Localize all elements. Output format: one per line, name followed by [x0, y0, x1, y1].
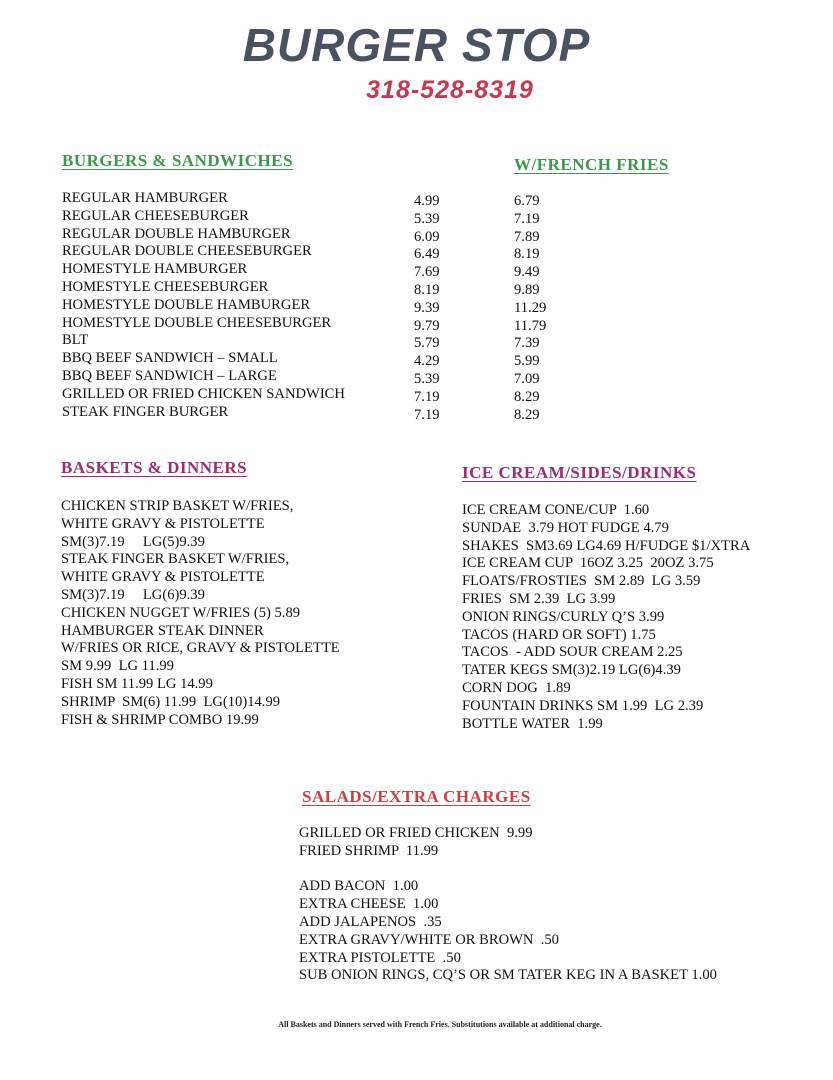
salads-list	[299, 825, 717, 985]
burger-item-name: REGULAR CHEESEBURGER	[62, 207, 249, 224]
burger-item-price: 9.39	[414, 299, 440, 316]
fries-heading: W/FRENCH FRIES	[514, 155, 669, 174]
salad-line: SUB ONION RINGS, CQ’S OR SM TATER KEG IN A BASKET 1.00	[299, 967, 717, 984]
burger-item-fries-price: 8.29	[514, 388, 540, 405]
burger-item-price: 8.19	[414, 281, 440, 298]
icecream-line: ICE CREAM CUP 16OZ 3.25 20OZ 3.75	[462, 555, 714, 572]
basket-line: CHICKEN NUGGET W/FRIES (5) 5.89	[61, 604, 301, 621]
icecream-line: FOUNTAIN DRINKS SM 1.99 LG 2.39	[462, 697, 704, 714]
basket-line: SHRIMP SM(6) 11.99 LG(10)14.99	[61, 693, 281, 710]
burger-item-price: 6.49	[414, 246, 440, 263]
icecream-line: BOTTLE WATER 1.99	[462, 715, 603, 732]
burger-item-name: STEAK FINGER BURGER	[62, 403, 229, 420]
icecream-list	[462, 502, 750, 733]
burger-item-name: BLT	[62, 332, 89, 349]
salads-heading: SALADS/EXTRA CHARGES	[302, 787, 531, 806]
burger-item-price: 9.79	[414, 317, 440, 334]
icecream-line: CORN DOG 1.89	[462, 679, 571, 696]
icecream-line: FRIES SM 2.39 LG 3.99	[462, 590, 616, 607]
icecream-line: SUNDAE 3.79 HOT FUDGE 4.79	[462, 519, 669, 536]
salad-line: EXTRA CHEESE 1.00	[299, 896, 439, 913]
icecream-heading: ICE CREAM/SIDES/DRINKS	[462, 463, 697, 482]
basket-line: SM(3)7.19 LG(5)9.39	[61, 533, 205, 550]
basket-line: FISH SM 11.99 LG 14.99	[61, 675, 213, 692]
burger-item-fries-price: 7.39	[514, 335, 540, 352]
burger-item-name: REGULAR DOUBLE CHEESEBURGER	[62, 243, 312, 260]
burger-item-fries-price: 9.89	[514, 281, 540, 298]
footnote: All Baskets and Dinners served with French Fries. Substitutions available at additional charge.	[278, 1020, 602, 1029]
salad-line: ADD BACON 1.00	[299, 878, 419, 895]
burgers-names	[62, 190, 345, 421]
burgers-fries-prices	[514, 193, 546, 424]
burger-item-price: 6.09	[414, 228, 440, 245]
burger-item-price: 5.39	[414, 370, 440, 387]
burger-item-price: 7.19	[414, 406, 440, 423]
burger-item-price: 5.39	[414, 210, 440, 227]
icecream-line: FLOATS/FROSTIES SM 2.89 LG 3.59	[462, 573, 701, 590]
burger-item-price: 7.19	[414, 388, 440, 405]
basket-line: WHITE GRAVY & PISTOLETTE	[61, 569, 265, 586]
burger-item-fries-price: 5.99	[514, 353, 540, 370]
icecream-line: TACOS - ADD SOUR CREAM 2.25	[462, 644, 683, 661]
burger-item-name: REGULAR HAMBURGER	[62, 190, 228, 206]
burger-item-price: 4.99	[414, 193, 440, 209]
burger-item-fries-price: 7.09	[514, 370, 540, 387]
burger-item-fries-price: 9.49	[514, 264, 540, 281]
basket-line: STEAK FINGER BASKET W/FRIES,	[61, 551, 290, 568]
basket-line: HAMBURGER STEAK DINNER	[61, 622, 264, 639]
burger-item-fries-price: 11.29	[514, 299, 547, 316]
icecream-line: SHAKES SM3.69 LG4.69 H/FUDGE $1/XTRA	[462, 537, 751, 554]
icecream-line: ICE CREAM CONE/CUP 1.60	[462, 502, 650, 518]
burgers-heading: BURGERS & SANDWICHES	[62, 151, 294, 170]
burger-item-price: 5.79	[414, 335, 440, 352]
burger-item-fries-price: 8.29	[514, 406, 540, 423]
burger-item-name: REGULAR DOUBLE HAMBURGER	[62, 225, 291, 242]
salad-line: FRIED SHRIMP 11.99	[299, 842, 439, 859]
icecream-line: ONION RINGS/CURLY Q’S 3.99	[462, 608, 665, 625]
salad-line: EXTRA GRAVY/WHITE OR BROWN .50	[299, 931, 559, 948]
basket-line: SM(3)7.19 LG(6)9.39	[61, 586, 205, 603]
salad-line	[299, 861, 717, 879]
basket-line: WHITE GRAVY & PISTOLETTE	[61, 515, 265, 532]
icecream-line: TATER KEGS SM(3)2.19 LG(6)4.39	[462, 662, 681, 679]
basket-line: FISH & SHRIMP COMBO 19.99	[61, 711, 259, 728]
burger-item-name: GRILLED OR FRIED CHICKEN SANDWICH	[62, 385, 345, 402]
basket-line: SM 9.99 LG 11.99	[61, 658, 174, 675]
burger-item-name: BBQ BEEF SANDWICH – LARGE	[62, 367, 277, 384]
phone-number: 318-528-8319	[366, 76, 534, 104]
baskets-heading: BASKETS & DINNERS	[61, 458, 248, 477]
burger-item-fries-price: 8.19	[514, 246, 540, 263]
burger-item-fries-price: 11.79	[514, 317, 547, 334]
restaurant-title: BURGER STOP	[242, 19, 591, 71]
burger-item-name: HOMESTYLE DOUBLE HAMBURGER	[62, 296, 311, 313]
burger-item-fries-price: 6.79	[514, 193, 540, 209]
basket-line: CHICKEN STRIP BASKET W/FRIES,	[61, 498, 294, 514]
salad-line: EXTRA PISTOLETTE .50	[299, 949, 461, 966]
salad-line: GRILLED OR FRIED CHICKEN 9.99	[299, 825, 533, 841]
icecream-line: TACOS (HARD OR SOFT) 1.75	[462, 626, 656, 643]
basket-line: W/FRIES OR RICE, GRAVY & PISTOLETTE	[61, 640, 340, 657]
burger-item-price: 4.29	[414, 353, 440, 370]
baskets-list	[61, 498, 340, 729]
burger-item-fries-price: 7.19	[514, 210, 540, 227]
burger-item-price: 7.69	[414, 264, 440, 281]
burgers-prices	[414, 193, 440, 424]
burger-item-name: HOMESTYLE DOUBLE CHEESEBURGER	[62, 314, 332, 331]
burger-item-name: HOMESTYLE CHEESEBURGER	[62, 278, 269, 295]
burger-item-fries-price: 7.89	[514, 228, 540, 245]
salad-line: ADD JALAPENOS .35	[299, 913, 442, 930]
burger-item-name: HOMESTYLE HAMBURGER	[62, 261, 248, 278]
burger-item-name: BBQ BEEF SANDWICH – SMALL	[62, 350, 278, 367]
